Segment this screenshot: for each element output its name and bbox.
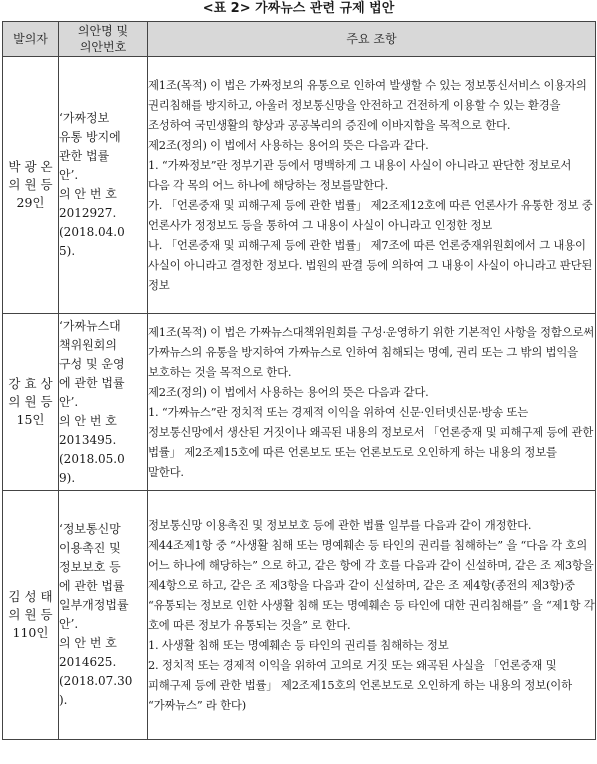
bill-table [2, 21, 596, 740]
bill-line: 9). [59, 470, 76, 485]
proposer-cell [3, 491, 59, 740]
bill-line: 정보보호 등 [59, 560, 121, 574]
proposer-line: 110인 [12, 625, 49, 640]
bill-line: 안’. [59, 394, 79, 409]
bill-line: 의 안 번 호 [59, 413, 117, 428]
clause-paragraph: 제44조제1항 중 “사생활 침해 또는 명예훼손 등 타인의 권리를 침해하는” 을 “다음 각 호의 어느 하나에 해당하는” 으로 하고, 같은 항에 각 호를 다음과 같이 신설하며, 같은 조 제3항을 제4항으로 하고, 같은 조 제3항을 다음과 같이 신설하며, 같은 조 제4항(종전의 제3항)중 “유통되는 정보로 인한 사생활 침해 또는 명예훼손 등 타인에 대한 권리침해를” 을 “제1항 각 호에 따른 정보가 유통되는 것을” 로 한다. [148, 538, 595, 632]
bill-line: 5). [59, 244, 76, 258]
bill-line: 일부개정법률 [59, 598, 129, 612]
clause-paragraph: 정보통신망 이용촉진 및 정보보호 등에 관한 법률 일부를 다음과 같이 개정한다. [148, 518, 532, 532]
bill-line: (2018.07.30 [59, 674, 133, 688]
bill-line: 안’. [59, 168, 79, 182]
header-row [3, 22, 596, 57]
bill-line: ‘가짜정보 [59, 111, 110, 125]
bill-name-cell [59, 57, 148, 314]
bill-name-cell [59, 314, 148, 491]
table-row [3, 314, 596, 491]
bill-line: 의 안 번 호 [59, 636, 117, 650]
bill-line: ). [59, 693, 68, 707]
bill-line: 관한 법률 [59, 149, 110, 163]
proposer-line: 의 원 등 [8, 394, 53, 409]
clause-paragraph: 제2조(정의) 이 법에서 사용하는 용어의 뜻은 다음과 같다. [148, 138, 429, 152]
bill-line: 2014625. [59, 655, 117, 669]
clause-paragraph: 가. 「언론중재 및 피해구제 등에 관한 법률」 제2조제12호에 따른 언론사가 유통한 정보 중 언론사가 정정보도 등을 통하여 그 내용이 사실이 아니라고 인정한 정보 [148, 198, 593, 232]
proposer-line: 의 원 등 [8, 177, 53, 192]
header-bill-name [59, 22, 148, 57]
table-row [3, 57, 596, 314]
bill-line: 2013495. [59, 432, 117, 447]
main-clauses-cell [148, 57, 596, 314]
bill-line: 안’. [59, 617, 79, 631]
proposer-line: 15인 [16, 412, 45, 427]
bill-line: (2018.04.0 [59, 225, 125, 239]
clause-paragraph: 1. 사생활 침해 또는 명예훼손 등 타인의 권리를 침해하는 정보 [148, 638, 449, 652]
bill-line: 에 관한 법률 [59, 579, 125, 593]
bill-line: 구성 및 운영 [59, 356, 125, 371]
bill-line: ‘가짜뉴스대 [59, 318, 121, 333]
proposer-cell [3, 57, 59, 314]
main-clauses-cell [148, 491, 596, 740]
clause-paragraph: 2. 정치적 또는 경제적 이익을 위하여 고의로 거짓 또는 왜곡된 사실을 「언론중재 및 피해구제 등에 관한 법률」 제2조제15호의 언론보도로 오인하게 하는 내용의 정보(이하 “가짜뉴스” 라 한다) [148, 658, 572, 712]
bill-line: 의 안 번 호 [59, 187, 117, 201]
proposer-cell [3, 314, 59, 491]
table-caption: <표 2> 가짜뉴스 관련 규제 법안 [202, 1, 395, 16]
clause-paragraph: 제1조(목적) 이 법은 가짜뉴스대책위원회를 구성·운영하기 위한 기본적인 사항을 정함으로써 가짜뉴스의 유통을 방지하여 가짜뉴스로 인하여 침해되는 명예, 권리 또는 그 밖의 법익을 보호하는 것을 목적으로 한다. [148, 325, 595, 379]
proposer-line: 29인 [16, 195, 45, 210]
clause-paragraph: 나. 「언론중재 및 피해구제 등에 관한 법률」 제7조에 따른 언론중재위원회에서 그 내용이 사실이 아니라고 결정한 정보다. 법원의 판결 등에 의하여 그 내용이 사실이 아니라고 판단된 정보 [148, 238, 593, 292]
bill-line: (2018.05.0 [59, 451, 125, 466]
main-clauses-cell [148, 314, 596, 491]
bill-line: ‘정보통신망 [59, 522, 121, 536]
proposer-line: 강 효 상 [8, 376, 53, 391]
bill-line: 에 관한 법률 [59, 375, 125, 390]
bill-line: 유통 방지에 [59, 130, 121, 144]
clause-paragraph: 제1조(목적) 이 법은 가짜정보의 유통으로 인하여 발생할 수 있는 정보통신서비스 이용자의 권리침해를 방지하고, 아울러 정보통신망을 안전하고 건전하게 이용할 수 있는 환경을 조성하여 국민생활의 향상과 공공복리의 증진에 이바지함을 목적으로 한다. [148, 78, 587, 132]
proposer-line: 의 원 등 [8, 607, 53, 622]
bill-name-cell [59, 491, 148, 740]
bill-line: 이용촉진 및 [59, 541, 121, 555]
clause-paragraph: 1. “가짜정보”란 정부기관 등에서 명백하게 그 내용이 사실이 아니라고 판단한 정보로서 다음 각 목의 어느 하나에 해당하는 정보를말한다. [148, 158, 572, 192]
bill-line: 2012927. [59, 206, 117, 220]
header-bill-name-line1: 의안명 및 [77, 24, 129, 38]
proposer-line: 김 성 태 [8, 589, 53, 604]
table-row [3, 491, 596, 740]
header-proposer: 발의자 [3, 22, 59, 57]
bill-line: 책위원회의 [59, 337, 117, 352]
proposer-line: 박 광 온 [8, 159, 53, 174]
clause-paragraph: 제2조(정의) 이 법에서 사용하는 용어의 뜻은 다음과 같다. [148, 385, 429, 399]
clause-paragraph: 1. “가짜뉴스”란 정치적 또는 경제적 이익을 위하여 신문·인터넷신문·방송 또는 정보통신망에서 생산된 거짓이나 왜곡된 내용의 정보로서 「언론중재 및 피해구제 등에 관한 법률」 제2조제15호에 따른 언론보도 또는 언론보도로 오인하게 하는 내용의 정보를 말한다. [148, 405, 594, 479]
header-main-clauses: 주요 조항 [148, 22, 596, 57]
header-bill-name-line2: 의안번호 [79, 40, 127, 54]
